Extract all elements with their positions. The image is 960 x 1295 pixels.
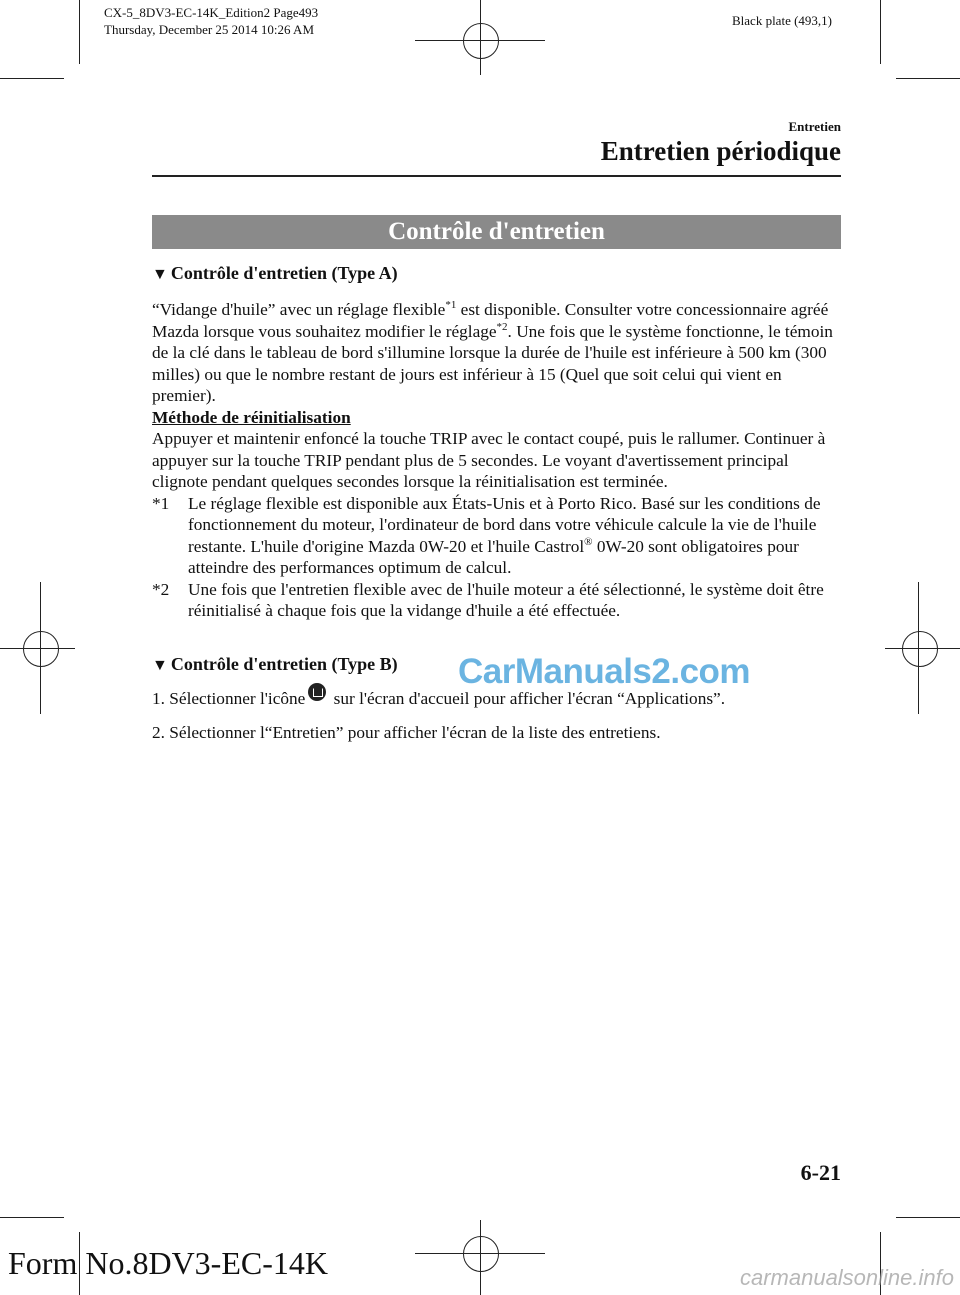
step-1-part-2: sur l'écran d'accueil pour afficher l'écran “Applications”. — [329, 689, 726, 708]
file-line: CX-5_8DV3-EC-14K_Edition2 Page493 — [104, 5, 319, 20]
subheading-type-a — [152, 263, 398, 284]
footnote-ref-2: *2 — [496, 320, 508, 333]
type-a-body — [152, 299, 842, 622]
footnote-2 — [152, 579, 842, 622]
footnote-2-num: *2 — [152, 579, 170, 599]
section-rule — [152, 175, 841, 177]
bottom-watermark: carmanualsonline.info — [739, 1265, 954, 1290]
plate-label: Black plate (493,1) — [732, 13, 832, 28]
subheading-type-a-text: Contrôle d'entretien (Type A) — [170, 263, 398, 283]
page-title: Contrôle d'entretien — [152, 215, 841, 249]
method-title: Méthode de réinitialisation — [152, 407, 351, 427]
footnote-2-text: Une fois que l'entretien flexible avec de l'huile moteur a été sélectionné, le système doit être réinitialisé à chaque fois que la vidange d'huile a été effectuée. — [188, 579, 824, 620]
footnote-1 — [152, 493, 842, 579]
registered-mark: ® — [584, 535, 593, 548]
home-icon — [308, 683, 326, 701]
intro-part-1: “Vidange d'huile” avec un réglage flexible — [152, 300, 446, 319]
footnote-1-text — [188, 493, 842, 579]
footnote-1-part-2: 0W-20 sont obligatoires pour atteindre des performances optimum de calcul. — [188, 536, 799, 577]
intro-part-2: est disponible. Consulter votre concessionnaire agréé Mazda lorsque vous souhaitez modifier le réglage — [152, 300, 829, 341]
triangle-down-icon: ▼ — [152, 266, 168, 283]
intro-part-3: . Une fois que le système fonctionne, le témoin de la clé dans le tableau de bord s'illumine lorsque la durée de l'huile est inférieure à 500 km (300 milles) ou que le nombre restant de jours est inférieur à 15 (Quel que soit celui qui vient en premier). — [152, 321, 833, 405]
footnote-ref-1: *1 — [445, 299, 457, 312]
step-1 — [152, 689, 725, 709]
subheading-type-b — [152, 654, 398, 675]
section-title: Entretien périodique — [600, 136, 841, 166]
triangle-down-icon: ▼ — [152, 657, 168, 674]
date-line: Thursday, December 25 2014 10:26 AM — [104, 22, 315, 37]
intro-paragraph — [152, 299, 842, 407]
step-2: 2. Sélectionner l“Entretien” pour afficher l'écran de la liste des entretiens. — [152, 723, 661, 742]
watermark-logo: CarManuals2.com — [458, 652, 751, 691]
section-small: Entretien — [788, 119, 841, 134]
footnote-1-num: *1 — [152, 493, 170, 513]
footnote-1-part-1: Le réglage flexible est disponible aux États-Unis et à Porto Rico. Basé sur les conditions de fonctionnement du moteur, l'ordinateur de bord dans votre véhicule calcule la vie de l'huile restante. L'huile d'origine Mazda 0W-20 et l'huile Castrol — [188, 493, 821, 556]
form-number: Form No.8DV3-EC-14K — [8, 1245, 328, 1281]
page-number: 6-21 — [800, 1160, 841, 1185]
method-text: Appuyer et maintenir enfoncé la touche TRIP avec le contact coupé, puis le rallumer. Continuer à appuyer sur la touche TRIP pendant plus de 5 secondes. Le voyant d'avertissement principal clignote pendant quelques secondes lorsque la réinitialisation est terminée. — [152, 429, 826, 491]
subheading-type-b-text: Contrôle d'entretien (Type B) — [170, 654, 398, 674]
step-1-part-1: 1. Sélectionner l'icône — [152, 689, 306, 708]
print-meta — [104, 4, 318, 38]
